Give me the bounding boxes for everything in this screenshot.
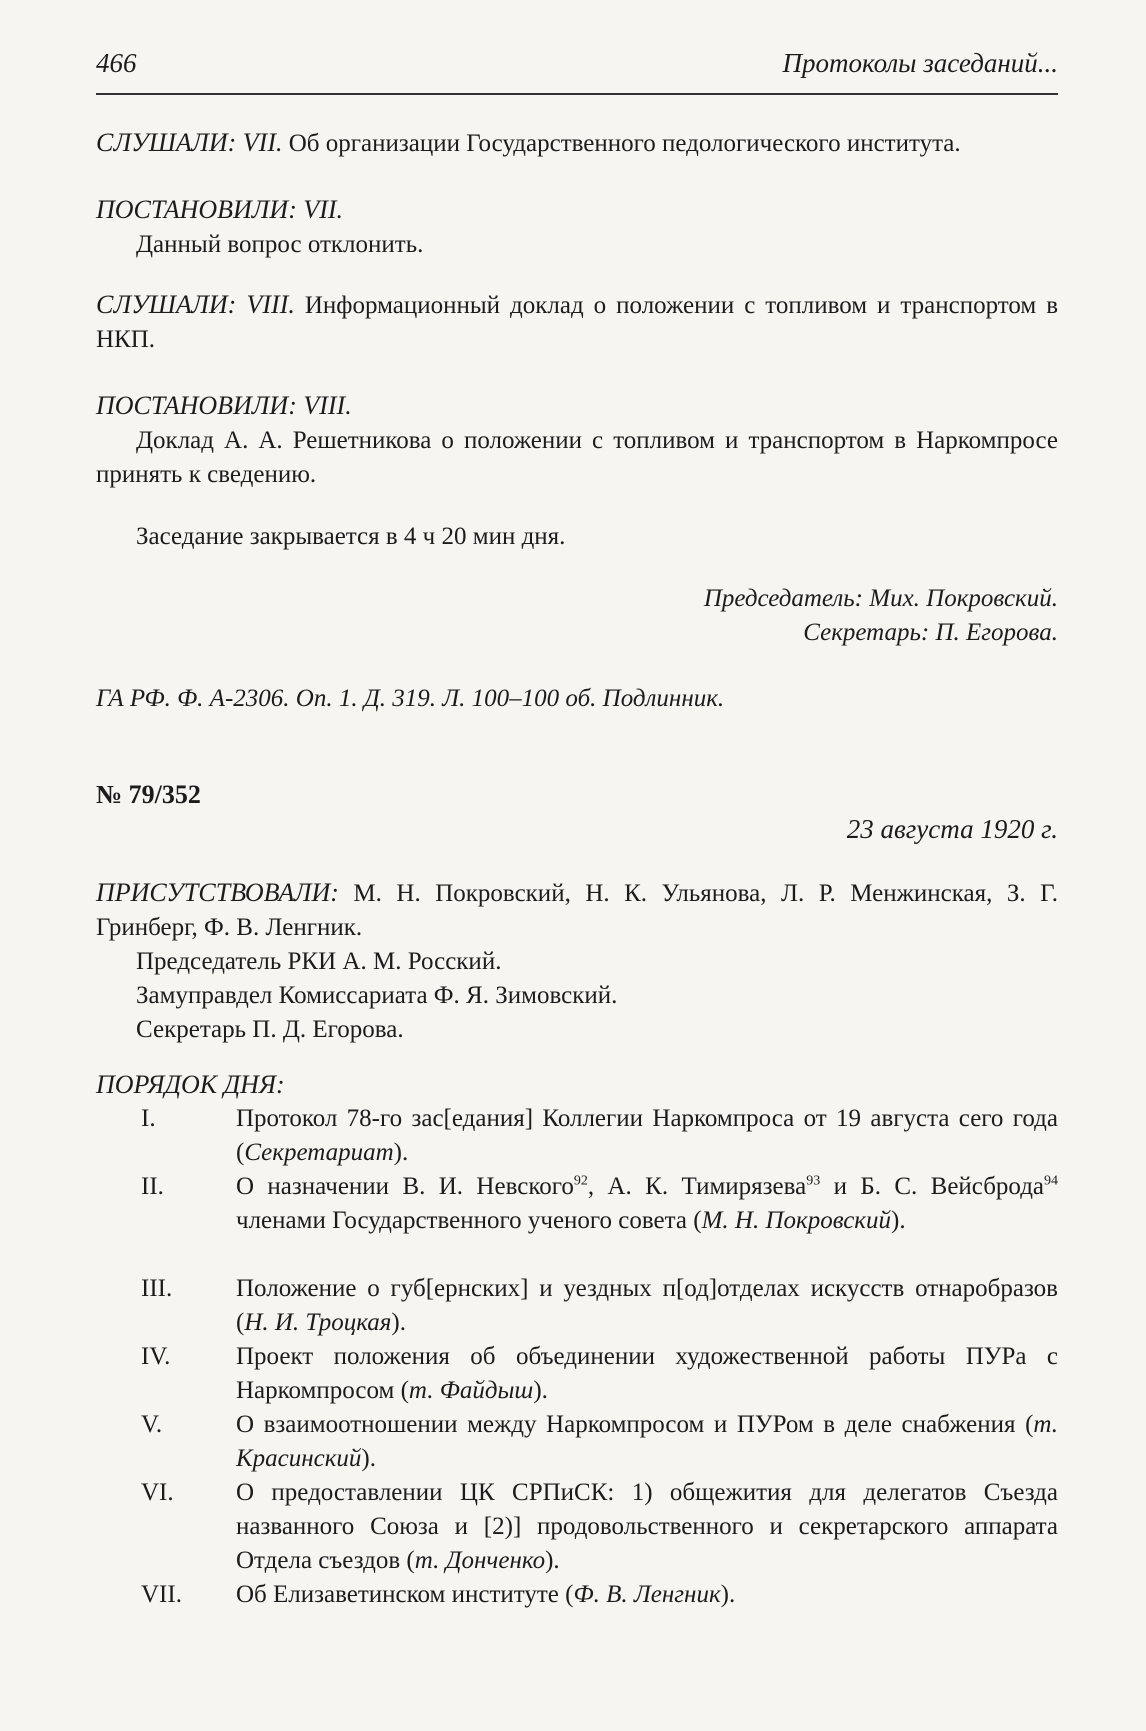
agenda-item-text: Положение о губ[ернских] и уездных п[од]отделах искусств отнаробразов ( [236, 1275, 1058, 1336]
heard-item-8 [96, 288, 1058, 357]
agenda-heading [96, 1068, 1058, 1102]
heard-label: СЛУШАЛИ: VII. [96, 128, 283, 157]
footnote-ref: 94 [1044, 1173, 1059, 1189]
resolved-label: ПОСТАНОВИЛИ: VIII. [96, 391, 352, 420]
agenda-item-speaker: Секретариат [244, 1139, 394, 1166]
attendance-line: Секретарь П. Д. Егорова. [136, 1016, 404, 1043]
document-date [96, 812, 1058, 846]
doc-date-text: 23 августа 1920 г. [846, 814, 1058, 844]
agenda-item [96, 1272, 1058, 1340]
agenda-item-speaker: М. Н. Покровский [701, 1207, 892, 1234]
agenda-item-number: VI. [141, 1479, 174, 1506]
doc-number-text: № 79/352 [96, 780, 201, 809]
resolved-text: Доклад А. А. Решетникова о положении с топливом и транспортом в Наркомпросе принять к сведению. [96, 427, 1058, 488]
chair-signature: Председатель: Мих. Покровский. [703, 585, 1058, 612]
heard-text: Об организации Государственного педологического института. [282, 130, 961, 157]
agenda-item [96, 1578, 1058, 1612]
agenda-item [96, 1170, 1058, 1238]
agenda-item-speaker: т. Файдыш [408, 1377, 534, 1404]
resolved-label: ПОСТАНОВИЛИ: VII. [96, 195, 344, 224]
agenda-item [96, 1476, 1058, 1578]
closing-text: Заседание закрывается в 4 ч 20 мин дня. [136, 523, 566, 550]
agenda-item-number: VII. [141, 1581, 182, 1608]
agenda-item-number: V. [141, 1411, 163, 1438]
agenda-item-text: и Б. С. Вейсброда [820, 1173, 1045, 1200]
agenda-item-speaker: Ф. В. Ленгник [573, 1581, 721, 1608]
agenda-item-text: , А. К. Тимирязева [587, 1173, 807, 1200]
page-number: 466 [96, 48, 137, 78]
archive-reference [96, 682, 1058, 716]
signatures [96, 582, 1058, 650]
agenda-item-end: ). [391, 1309, 406, 1336]
attendance-line: Замуправдел Комиссариата Ф. Я. Зимовский. [136, 982, 618, 1009]
agenda-item-text: О предоставлении ЦК СРПиСК: 1) общежития для делегатов Съезда названного Союза и [2)] продовольственного и секретарского аппарата Отдела съездов ( [236, 1479, 1058, 1574]
resolved-item-8 [96, 389, 1058, 492]
secretary-signature: Секретарь: П. Егорова. [803, 619, 1058, 646]
agenda-item-number: II. [141, 1173, 164, 1200]
resolved-text: Данный вопрос отклонить. [136, 231, 424, 258]
agenda-item-end: ). [720, 1581, 736, 1608]
closing-line [96, 520, 1058, 554]
agenda-item-text: О взаимоотношении между Наркомпросом и ПУРом в деле снабжения ( [236, 1411, 1034, 1438]
agenda-item-speaker: т. Красинский [236, 1411, 1058, 1472]
agenda-item-text: Об Елизаветинском институте ( [236, 1581, 574, 1608]
agenda-item-text: членами Государственного ученого совета ( [236, 1207, 702, 1234]
heard-text: Информационный доклад о положении с топливом и транспортом в НКП. [96, 292, 1058, 353]
agenda-item-number: I. [141, 1105, 156, 1132]
agenda-item [96, 1408, 1058, 1476]
agenda-item-end: ). [533, 1377, 548, 1404]
agenda-item-end: ). [545, 1547, 560, 1574]
agenda-item-number: III. [141, 1275, 173, 1302]
agenda-item-text: О назначении В. И. Невского [236, 1173, 574, 1200]
agenda-item-end: ). [891, 1207, 906, 1234]
heard-item-7 [96, 126, 1058, 161]
agenda-item-end: ). [393, 1139, 409, 1166]
agenda-item [96, 1340, 1058, 1408]
attendance [96, 876, 1058, 1047]
attendance-members: М. Н. Покровский, Н. К. Ульянова, Л. Р. Менжинская, З. Г. Гринберг, Ф. В. Ленгник. [96, 880, 1058, 941]
agenda-item-end: ). [361, 1445, 376, 1472]
agenda-item-number: IV. [141, 1343, 171, 1370]
agenda-item [96, 1102, 1058, 1170]
footnote-ref: 92 [573, 1173, 588, 1189]
document-number [96, 778, 1058, 812]
agenda-item-speaker: т. Донченко [414, 1547, 546, 1574]
attendance-line: Председатель РКИ А. М. Росский. [136, 948, 502, 975]
agenda-label: ПОРЯДОК ДНЯ: [96, 1070, 285, 1099]
running-title: Протоколы заседаний... [782, 48, 1058, 78]
archive-text: ГА РФ. Ф. А-2306. Оп. 1. Д. 319. Л. 100–100 об. Подлинник. [96, 685, 725, 712]
resolved-item-7 [96, 193, 1058, 262]
agenda-item-text: Протокол 78-го зас[едания] Коллегии Наркомпроса от 19 августа сего года ( [236, 1105, 1058, 1166]
agenda-item-text: Проект положения об объединении художественной работы ПУРа с Наркомпросом ( [236, 1343, 1058, 1404]
footnote-ref: 93 [806, 1173, 821, 1189]
agenda-item-speaker: Н. И. Троцкая [244, 1309, 392, 1336]
heard-label: СЛУШАЛИ: VIII. [96, 290, 295, 319]
attendance-label: ПРИСУТСТВОВАЛИ: [96, 878, 339, 907]
header-rule [96, 93, 1058, 95]
